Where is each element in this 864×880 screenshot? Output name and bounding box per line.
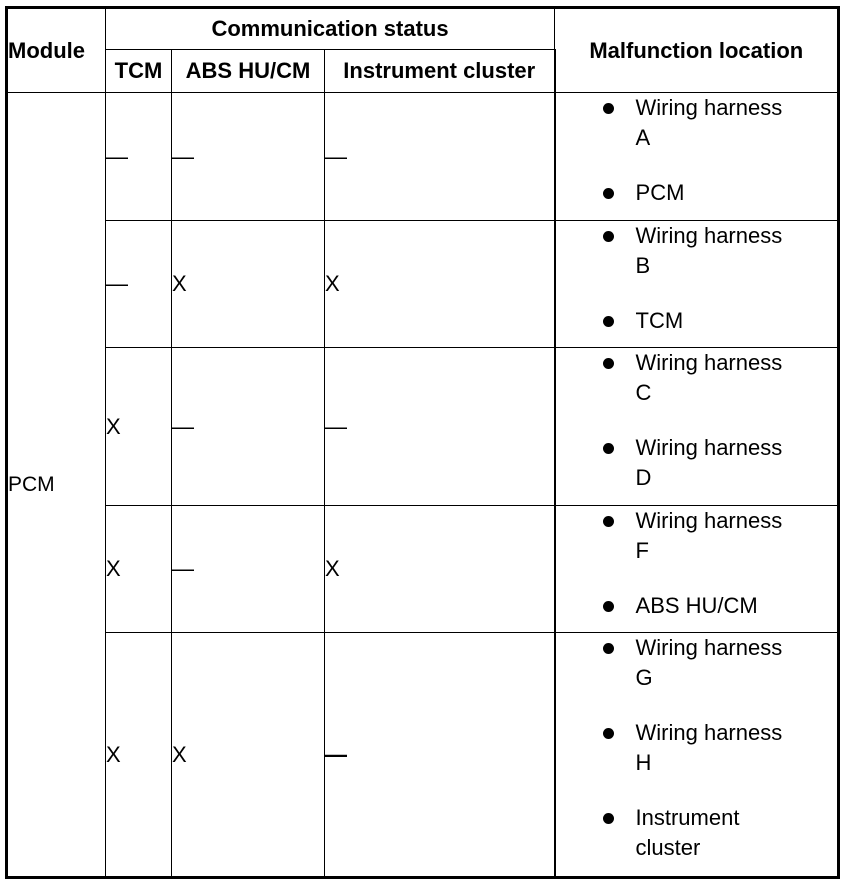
list-item: Wiring harness B xyxy=(556,221,838,281)
list-item: PCM xyxy=(556,178,838,208)
malfunction-location-cell xyxy=(555,348,839,506)
status-abs: X xyxy=(172,221,325,348)
status-abs: — xyxy=(172,348,325,506)
status-tcm: X xyxy=(106,348,172,506)
list-item: Wiring harness H xyxy=(556,718,838,778)
bullet-icon xyxy=(603,316,614,327)
malfunction-location-cell xyxy=(555,633,839,878)
malfunction-location-cell xyxy=(555,221,839,348)
header-malfunction-location: Malfunction location xyxy=(555,8,839,93)
status-abs: — xyxy=(172,93,325,221)
table-row xyxy=(7,93,839,221)
list-item: Wiring harness F xyxy=(556,506,838,566)
location-list xyxy=(556,633,838,863)
status-instrument-cluster: — xyxy=(325,633,555,878)
location-list xyxy=(556,93,838,208)
bullet-icon xyxy=(603,601,614,612)
location-list xyxy=(556,348,838,493)
malfunction-location-cell xyxy=(555,506,839,633)
bullet-icon xyxy=(603,358,614,369)
list-item: Wiring harness D xyxy=(556,433,838,493)
status-instrument-cluster: — xyxy=(325,348,555,506)
status-instrument-cluster: X xyxy=(325,506,555,633)
status-tcm: X xyxy=(106,633,172,878)
status-abs: X xyxy=(172,633,325,878)
status-abs: — xyxy=(172,506,325,633)
location-list xyxy=(556,506,838,621)
status-tcm: X xyxy=(106,506,172,633)
module-cell: PCM xyxy=(7,93,106,878)
list-item: TCM xyxy=(556,306,838,336)
bullet-icon xyxy=(603,728,614,739)
table-row xyxy=(7,348,839,506)
list-item: Instrument cluster xyxy=(556,803,838,863)
status-instrument-cluster: — xyxy=(325,93,555,221)
bullet-icon xyxy=(603,231,614,242)
list-item: Wiring harness A xyxy=(556,93,838,153)
header-instrument-cluster: Instrument cluster xyxy=(325,50,555,93)
header-module: Module xyxy=(7,8,106,93)
status-tcm: — xyxy=(106,221,172,348)
table-row xyxy=(7,506,839,633)
list-item: ABS HU/CM xyxy=(556,591,838,621)
header-abs-hu-cm: ABS HU/CM xyxy=(172,50,325,93)
list-item: Wiring harness G xyxy=(556,633,838,693)
bullet-icon xyxy=(603,443,614,454)
bullet-icon xyxy=(603,103,614,114)
bullet-icon xyxy=(603,516,614,527)
bullet-icon xyxy=(603,813,614,824)
bullet-icon xyxy=(603,188,614,199)
diagnosis-table xyxy=(5,6,840,879)
header-communication-status: Communication status xyxy=(106,8,555,50)
malfunction-location-cell xyxy=(555,93,839,221)
table-row xyxy=(7,221,839,348)
table-row xyxy=(7,633,839,878)
status-instrument-cluster: X xyxy=(325,221,555,348)
location-list xyxy=(556,221,838,336)
header-tcm: TCM xyxy=(106,50,172,93)
bullet-icon xyxy=(603,643,614,654)
list-item: Wiring harness C xyxy=(556,348,838,408)
status-tcm: — xyxy=(106,93,172,221)
